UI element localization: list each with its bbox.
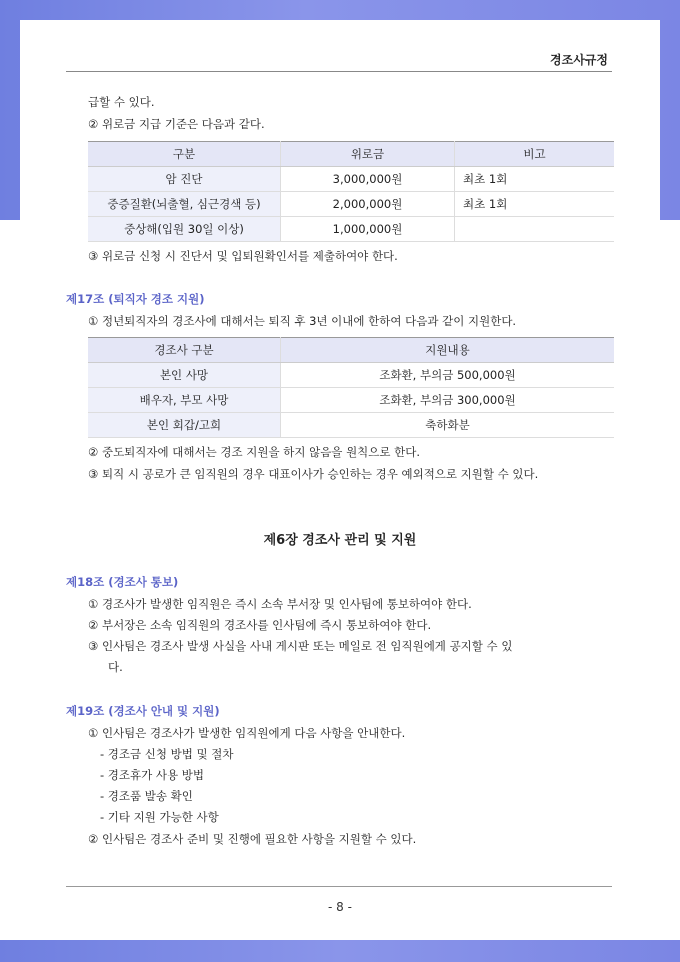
paragraph-3: ③ 위로금 신청 시 진단서 및 입퇴원확인서를 제출하여야 한다. bbox=[88, 249, 398, 263]
document-page bbox=[20, 20, 660, 940]
column-header: 구분 bbox=[88, 142, 281, 167]
column-header: 경조사 구분 bbox=[88, 338, 281, 363]
page-number: - 8 - bbox=[328, 900, 352, 914]
article-17-paragraph-3: ③ 퇴직 시 공로가 큰 임직원의 경우 대표이사가 승인하는 경우 예외적으로 지원할 수 있다. bbox=[88, 467, 539, 481]
table-row bbox=[88, 363, 614, 388]
table-row bbox=[88, 167, 614, 192]
table-cell-label: 본인 사망 bbox=[88, 363, 281, 388]
table-cell: 2,000,000원 bbox=[281, 192, 455, 217]
table-cell-label: 암 진단 bbox=[88, 167, 281, 192]
list-item: - 경조품 발송 확인 bbox=[100, 789, 193, 803]
table-cell: 최초 1회 bbox=[455, 192, 615, 217]
article-18-title: 제18조 (경조사 통보) bbox=[66, 575, 179, 589]
table-cell: 조화환, 부의금 500,000원 bbox=[281, 363, 615, 388]
article-18-paragraph-1: ① 경조사가 발생한 임직원은 즉시 소속 부서장 및 인사팀에 통보하여야 한다. bbox=[88, 597, 472, 611]
article-17-title: 제17조 (퇴직자 경조 지원) bbox=[66, 292, 205, 306]
table-cell-label: 중증질환(뇌출혈, 심근경색 등) bbox=[88, 192, 281, 217]
table-row bbox=[88, 192, 614, 217]
retiree-support-table bbox=[88, 337, 614, 438]
table-cell: 3,000,000원 bbox=[281, 167, 455, 192]
table-row bbox=[88, 413, 614, 438]
article-18-paragraph-3: ③ 인사팀은 경조사 발생 사실을 사내 게시판 또는 메일로 전 임직원에게 공지할 수 있 bbox=[88, 639, 513, 653]
article-18-paragraph-2: ② 부서장은 소속 임직원의 경조사를 인사팀에 즉시 통보하여야 한다. bbox=[88, 618, 432, 632]
document-header-title: 경조사규정 bbox=[550, 53, 608, 67]
table-cell-label: 본인 회갑/고희 bbox=[88, 413, 281, 438]
table-header-row bbox=[88, 338, 614, 363]
consolation-table bbox=[88, 141, 614, 242]
article-19-title: 제19조 (경조사 안내 및 지원) bbox=[66, 704, 220, 718]
article-19-paragraph-1: ① 인사팀은 경조사가 발생한 임직원에게 다음 사항을 안내한다. bbox=[88, 726, 406, 740]
table-cell-label: 배우자, 부모 사망 bbox=[88, 388, 281, 413]
list-item: - 경조금 신청 방법 및 절차 bbox=[100, 747, 234, 761]
list-item: - 경조휴가 사용 방법 bbox=[100, 768, 204, 782]
table-cell-label: 중상해(입원 30일 이상) bbox=[88, 217, 281, 242]
column-header: 지원내용 bbox=[281, 338, 615, 363]
article-17-paragraph-2: ② 중도퇴직자에 대해서는 경조 지원을 하지 않음을 원칙으로 한다. bbox=[88, 445, 421, 459]
list-item: - 기타 지원 가능한 사항 bbox=[100, 810, 219, 824]
footer-divider bbox=[66, 886, 612, 887]
table-cell bbox=[455, 217, 615, 242]
paragraph-2: ② 위로금 지급 기준은 다음과 같다. bbox=[88, 117, 265, 131]
chapter-title: 제6장 경조사 관리 및 지원 bbox=[263, 533, 417, 548]
table-row bbox=[88, 217, 614, 242]
table-header-row bbox=[88, 142, 614, 167]
article-18-paragraph-3-cont: 다. bbox=[108, 660, 123, 674]
table-cell: 1,000,000원 bbox=[281, 217, 455, 242]
article-19-paragraph-2: ② 인사팀은 경조사 준비 및 진행에 필요한 사항을 지원할 수 있다. bbox=[88, 832, 417, 846]
header-divider bbox=[66, 71, 612, 72]
column-header: 위로금 bbox=[281, 142, 455, 167]
continued-text: 급할 수 있다. bbox=[88, 95, 155, 109]
article-17-paragraph-1: ① 정년퇴직자의 경조사에 대해서는 퇴직 후 3년 이내에 한하여 다음과 같이 지원한다. bbox=[88, 314, 517, 328]
table-cell: 조화환, 부의금 300,000원 bbox=[281, 388, 615, 413]
footer-band bbox=[0, 940, 680, 962]
table-row bbox=[88, 388, 614, 413]
table-cell: 축하화분 bbox=[281, 413, 615, 438]
column-header: 비고 bbox=[455, 142, 615, 167]
table-cell: 최초 1회 bbox=[455, 167, 615, 192]
